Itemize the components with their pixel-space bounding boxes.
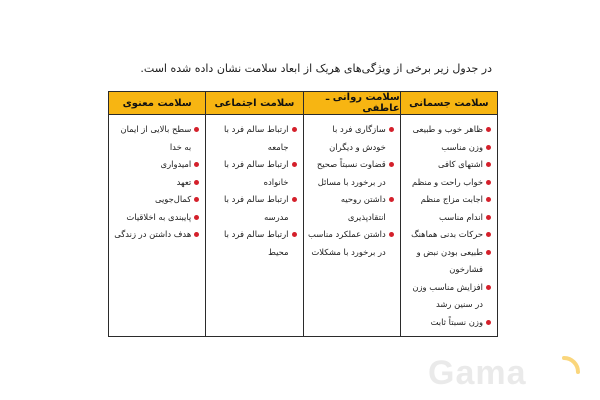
list-item: تعهد <box>113 174 199 192</box>
list-item: کمال‌جویی <box>113 191 199 209</box>
header-social-health: سلامت اجتماعی <box>206 92 303 114</box>
list-item: ارتباط سالم فرد با محیط <box>210 226 296 261</box>
bullet-icon <box>389 232 394 237</box>
list-item: حرکات بدنی هماهنگ <box>405 226 491 244</box>
list-item: افزایش مناسب وزن در سنین رشد <box>405 279 491 314</box>
health-dimensions-table <box>108 91 498 337</box>
list-item: خواب راحت و منظم <box>405 174 491 192</box>
list-item: ارتباط سالم فرد با مدرسه <box>210 191 296 226</box>
gama-watermark-text: Gama <box>428 354 527 392</box>
list-item: پایبندی به اخلاقیات <box>113 209 199 227</box>
bullet-icon <box>194 197 199 202</box>
bullet-icon <box>486 127 491 132</box>
bullet-icon <box>486 320 491 325</box>
table-header-row <box>108 91 498 115</box>
bullet-icon <box>486 180 491 185</box>
mental-emotional-health-cell <box>304 115 401 336</box>
bullet-icon <box>486 250 491 255</box>
bullet-icon <box>486 197 491 202</box>
bullet-icon <box>194 232 199 237</box>
list-item: طبیعی بودن نبض و فشارخون <box>405 244 491 279</box>
table-caption: در جدول زیر برخی از ویژگی‌های هریک از ابعاد سلامت نشان داده شده است. <box>140 62 492 75</box>
list-item: هدف داشتن در زندگی <box>113 226 199 244</box>
physical-health-cell <box>401 115 497 336</box>
bullet-icon <box>194 215 199 220</box>
list-item: قضاوت نسبتاً صحیح در برخورد با مسائل <box>308 156 394 191</box>
bullet-icon <box>389 197 394 202</box>
bullet-icon <box>292 162 297 167</box>
list-item: داشتن عملکرد مناسب در برخورد با مشکلات <box>308 226 394 261</box>
bullet-icon <box>194 127 199 132</box>
bullet-icon <box>389 127 394 132</box>
bullet-icon <box>486 285 491 290</box>
list-item: سازگاری فرد با خودش و دیگران <box>308 121 394 156</box>
list-item: اجابت مزاج منظم <box>405 191 491 209</box>
header-physical-health: سلامت جسمانی <box>409 97 489 109</box>
gama-watermark-logo <box>424 352 584 392</box>
list-item: اندام مناسب <box>405 209 491 227</box>
list-item: ارتباط سالم فرد با جامعه <box>210 121 296 156</box>
bullet-icon <box>292 127 297 132</box>
list-item: سطح بالایی از ایمان به خدا <box>113 121 199 156</box>
bullet-icon <box>389 162 394 167</box>
bullet-icon <box>486 232 491 237</box>
bullet-icon <box>486 162 491 167</box>
list-item: اشتهای کافی <box>405 156 491 174</box>
gama-watermark-arc <box>564 358 578 372</box>
bullet-icon <box>486 145 491 150</box>
list-item: وزن مناسب <box>405 139 491 157</box>
bullet-icon <box>194 162 199 167</box>
list-item: امیدواری <box>113 156 199 174</box>
list-item: داشتن روحیه انتقادپذیری <box>308 191 394 226</box>
list-item: وزن نسبتاً ثابت <box>405 314 491 332</box>
bullet-icon <box>486 215 491 220</box>
bullet-icon <box>292 197 297 202</box>
list-item: ارتباط سالم فرد با خانواده <box>210 156 296 191</box>
social-health-cell <box>206 115 303 336</box>
table-body-row <box>108 115 498 337</box>
bullet-icon <box>194 180 199 185</box>
bullet-icon <box>292 232 297 237</box>
spiritual-health-cell <box>109 115 206 336</box>
header-spiritual-health: سلامت معنوی <box>109 92 206 114</box>
list-item: ظاهر خوب و طبیعی <box>405 121 491 139</box>
header-mental-emotional-health: سلامت روانی ـ عاطفی <box>304 92 401 114</box>
